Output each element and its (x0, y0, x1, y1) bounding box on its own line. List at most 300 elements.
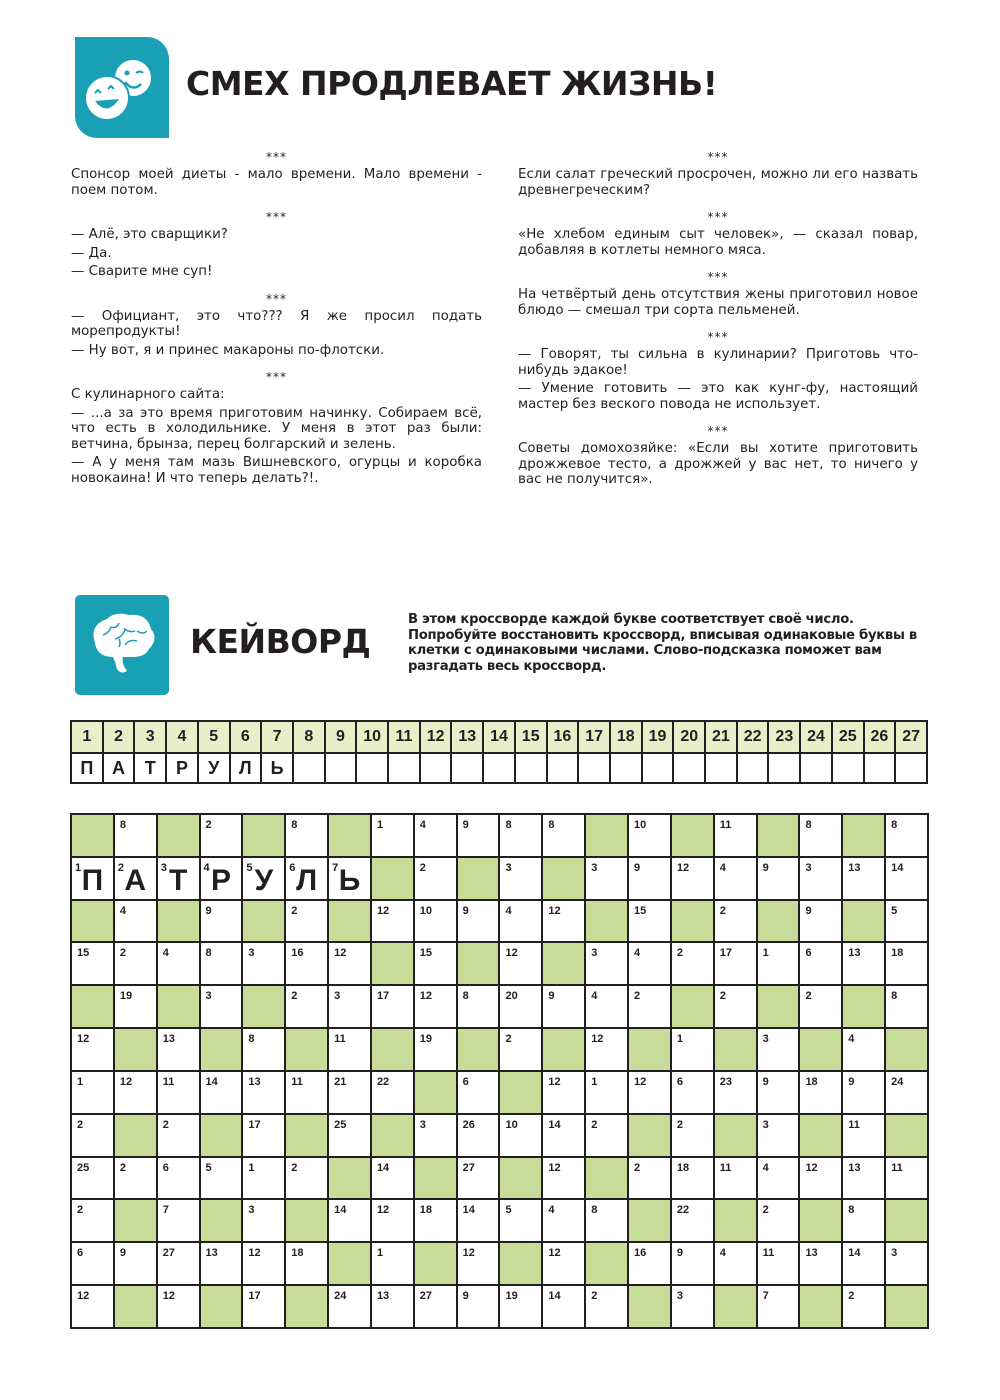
grid-cell[interactable] (329, 1072, 370, 1113)
cell-number: 10 (419, 904, 433, 917)
key-letter-cell[interactable]: У (199, 754, 229, 782)
cell-number: 12 (462, 1247, 475, 1260)
grid-cell[interactable] (329, 986, 370, 1027)
joke-line: — А у меня там мазь Вишневского, огурцы и коробка новокаина! И что теперь делать?!. (71, 455, 482, 486)
grid-cell[interactable] (500, 986, 541, 1027)
grid-cell[interactable] (329, 1286, 370, 1327)
grid-cell[interactable] (372, 1072, 413, 1113)
grid-cell[interactable] (758, 1072, 799, 1113)
grid-cell[interactable] (329, 1200, 370, 1241)
cell-number: 22 (676, 1204, 690, 1217)
cell-number: 8 (462, 990, 469, 1003)
grid-cell[interactable] (800, 986, 841, 1027)
joke (518, 150, 918, 198)
cell-number: 4 (419, 819, 426, 831)
grid-cell[interactable] (500, 1200, 541, 1241)
grid-cell[interactable] (843, 1029, 884, 1070)
keyword-section-title: КЕЙВОРД (190, 622, 371, 661)
cell-number: 9 (634, 861, 641, 874)
joke-separator: *** (266, 370, 287, 384)
cell-number: 2 (719, 990, 726, 1003)
blocked-cell (629, 1029, 670, 1070)
grid-cell[interactable] (758, 1243, 799, 1284)
cell-number: 2 (119, 1161, 126, 1174)
cell-number: 14 (891, 861, 904, 874)
key-number: 8 (294, 722, 324, 752)
key-letter-cell[interactable]: Л (231, 754, 261, 782)
grid-cell[interactable] (458, 1115, 499, 1156)
cell-number: 8 (505, 819, 512, 831)
grid-cell[interactable] (672, 1286, 713, 1327)
grid-cell[interactable] (329, 943, 370, 984)
key-letter-cell[interactable]: Ь (262, 754, 292, 782)
blocked-cell (500, 1072, 541, 1113)
grid-cell[interactable] (243, 858, 284, 899)
blocked-cell (415, 1158, 456, 1199)
grid-cell[interactable] (158, 1200, 199, 1241)
cell-number: 2 (591, 1290, 598, 1303)
grid-cell[interactable] (286, 901, 327, 942)
grid-cell[interactable] (243, 943, 284, 984)
grid-cell[interactable] (586, 1072, 627, 1113)
grid-cell[interactable] (72, 1158, 113, 1199)
keyword-instructions: В этом кроссворде каждой букве соответствует своё число. Попробуйте восстановить кроссворд, вписывая одинаковые буквы в клетки с одинаковыми числами. Слово-подсказка поможет вам разгадать весь кроссворд. (408, 612, 917, 674)
cell-number: 2 (291, 1161, 298, 1174)
blocked-cell (286, 1286, 327, 1327)
grid-cell[interactable] (629, 901, 670, 942)
cell-number: 9 (762, 861, 769, 874)
grid-cell[interactable] (758, 858, 799, 899)
grid-cell[interactable] (500, 1286, 541, 1327)
grid-cell[interactable] (72, 1029, 113, 1070)
grid-cell[interactable] (415, 901, 456, 942)
grid-cell[interactable] (843, 1072, 884, 1113)
cell-number: 4 (203, 861, 210, 874)
key-letter-cell[interactable] (611, 754, 641, 782)
grid-cell[interactable] (758, 1158, 799, 1199)
grid-cell[interactable] (543, 986, 584, 1027)
grid-cell[interactable] (629, 986, 670, 1027)
grid-cell[interactable] (243, 1158, 284, 1199)
grid-cell[interactable] (715, 986, 756, 1027)
blocked-cell (158, 986, 199, 1027)
blocked-cell (672, 901, 713, 942)
key-number: 10 (357, 722, 387, 752)
grid-cell[interactable] (629, 858, 670, 899)
key-letter-cell[interactable] (389, 754, 419, 782)
blocked-cell (329, 1158, 370, 1199)
key-number: 14 (484, 722, 514, 752)
grid-cell[interactable] (586, 858, 627, 899)
grid-cell[interactable] (286, 986, 327, 1027)
grid-cell[interactable] (758, 943, 799, 984)
grid-cell[interactable] (500, 901, 541, 942)
grid-cell[interactable] (243, 1115, 284, 1156)
key-letter-cell[interactable]: Т (135, 754, 165, 782)
grid-cell[interactable] (672, 1072, 713, 1113)
grid-cell[interactable] (758, 1286, 799, 1327)
cell-number: 1 (77, 1075, 84, 1088)
grid-cell[interactable] (672, 1243, 713, 1284)
grid-cell[interactable] (286, 815, 327, 856)
grid-cell[interactable] (158, 858, 199, 899)
grid-cell[interactable] (372, 986, 413, 1027)
grid-cell[interactable] (543, 1158, 584, 1199)
key-letter-cell[interactable] (357, 754, 387, 782)
joke (518, 210, 918, 258)
cell-number: 1 (762, 947, 769, 960)
cell-number: 12 (334, 947, 347, 960)
grid-cell[interactable] (115, 943, 156, 984)
joke-line: «Не хлебом единым сыт человек», — сказал повар, добавляя в котлеты немного мяса. (518, 227, 918, 258)
grid-cell[interactable] (158, 943, 199, 984)
grid-cell[interactable] (543, 1072, 584, 1113)
grid-cell[interactable] (672, 858, 713, 899)
grid-cell[interactable] (500, 943, 541, 984)
grid-cell[interactable] (415, 943, 456, 984)
cell-number: 12 (119, 1075, 133, 1088)
grid-cell[interactable] (115, 1072, 156, 1113)
grid-cell[interactable] (629, 1243, 670, 1284)
grid-cell[interactable] (372, 1200, 413, 1241)
grid-cell[interactable] (415, 815, 456, 856)
cell-number: 11 (291, 1075, 303, 1088)
grid-cell[interactable] (372, 901, 413, 942)
grid-cell[interactable] (415, 1200, 456, 1241)
grid-cell[interactable] (201, 1243, 242, 1284)
grid-cell[interactable] (115, 1243, 156, 1284)
cell-number: 2 (719, 904, 726, 917)
cell-number: 12 (548, 904, 561, 917)
cell-number: 2 (419, 861, 426, 874)
grid-cell[interactable] (458, 1072, 499, 1113)
grid-cell[interactable] (158, 1115, 199, 1156)
cell-number: 1 (591, 1075, 598, 1088)
grid-cell[interactable] (72, 1200, 113, 1241)
cell-number: 2 (505, 1033, 512, 1046)
key-number: 23 (769, 722, 799, 752)
key-letter-cell[interactable] (326, 754, 356, 782)
grid-cell[interactable] (586, 943, 627, 984)
cell-number: 14 (548, 1118, 561, 1131)
grid-cell[interactable] (886, 1158, 927, 1199)
grid-cell[interactable] (758, 1200, 799, 1241)
blocked-cell (886, 1286, 927, 1327)
joke-separator: *** (266, 210, 287, 224)
key-letter-cell[interactable] (769, 754, 799, 782)
grid-cell[interactable] (458, 986, 499, 1027)
cell-number: 2 (77, 1204, 84, 1217)
blocked-cell (586, 1243, 627, 1284)
cell-number: 4 (634, 947, 641, 960)
grid-cell[interactable] (158, 1029, 199, 1070)
grid-cell[interactable] (458, 901, 499, 942)
grid-cell[interactable] (629, 943, 670, 984)
blocked-cell (543, 858, 584, 899)
grid-cell[interactable] (500, 1029, 541, 1070)
key-letter-cell[interactable] (294, 754, 324, 782)
grid-cell[interactable] (158, 1072, 199, 1113)
cell-number: 9 (462, 819, 469, 831)
grid-cell[interactable] (372, 1158, 413, 1199)
blocked-cell (629, 1115, 670, 1156)
cell-number: 3 (248, 1204, 255, 1217)
grid-cell[interactable] (458, 815, 499, 856)
grid-cell[interactable] (672, 1029, 713, 1070)
grid-cell[interactable] (886, 815, 927, 856)
key-letter-cell[interactable] (865, 754, 895, 782)
grid-cell[interactable] (543, 1243, 584, 1284)
grid-cell[interactable] (286, 1072, 327, 1113)
grid-cell[interactable] (715, 858, 756, 899)
grid-cell[interactable] (672, 1115, 713, 1156)
key-letter-cell[interactable] (452, 754, 482, 782)
grid-cell[interactable] (629, 815, 670, 856)
key-letter-cell[interactable]: А (104, 754, 134, 782)
key-letter-cell[interactable] (548, 754, 578, 782)
key-number: 12 (421, 722, 451, 752)
key-number: 5 (199, 722, 229, 752)
grid-cell[interactable] (886, 901, 927, 942)
key-letter-cell[interactable] (738, 754, 768, 782)
grid-cell[interactable] (329, 1115, 370, 1156)
grid-cell[interactable] (586, 1029, 627, 1070)
grid-cell[interactable] (800, 1243, 841, 1284)
grid-cell[interactable] (586, 1115, 627, 1156)
grid-cell[interactable] (415, 986, 456, 1027)
key-letter-cell[interactable] (643, 754, 673, 782)
blocked-cell (286, 1115, 327, 1156)
grid-cell[interactable] (372, 1243, 413, 1284)
cell-number: 12 (419, 990, 433, 1003)
cell-number: 2 (676, 947, 684, 960)
grid-cell[interactable] (372, 1286, 413, 1327)
grid-cell[interactable] (715, 815, 756, 856)
grid-cell[interactable] (415, 1286, 456, 1327)
blocked-cell (629, 1200, 670, 1241)
blocked-cell (458, 943, 499, 984)
grid-cell[interactable] (543, 1200, 584, 1241)
grid-cell[interactable] (758, 1115, 799, 1156)
grid-cell[interactable] (843, 1286, 884, 1327)
grid-cell[interactable] (843, 858, 884, 899)
grid-cell[interactable] (672, 943, 713, 984)
grid-cell[interactable] (72, 1072, 113, 1113)
grid-cell[interactable] (800, 858, 841, 899)
cell-number: 13 (162, 1033, 175, 1046)
cell-number: 6 (676, 1075, 684, 1088)
cell-number: 3 (419, 1118, 426, 1131)
cell-number: 11 (848, 1118, 860, 1131)
grid-cell[interactable] (158, 1243, 199, 1284)
grid-cell[interactable] (286, 943, 327, 984)
grid-cell[interactable] (458, 1286, 499, 1327)
grid-cell[interactable] (800, 1072, 841, 1113)
grid-cell[interactable] (843, 1200, 884, 1241)
grid-cell[interactable] (715, 1243, 756, 1284)
grid-cell[interactable] (800, 943, 841, 984)
grid-cell[interactable] (415, 1115, 456, 1156)
grid-cell[interactable] (500, 1115, 541, 1156)
grid-cell[interactable] (115, 901, 156, 942)
key-letter-cell[interactable] (833, 754, 863, 782)
joke-line: — Официант, это что??? Я же просил подать морепродукты! (71, 308, 482, 339)
blocked-cell (329, 1243, 370, 1284)
grid-cell[interactable] (72, 1286, 113, 1327)
key-letter-cell[interactable] (706, 754, 736, 782)
blocked-cell (672, 986, 713, 1027)
grid-cell[interactable] (543, 1286, 584, 1327)
grid-cell[interactable] (158, 1158, 199, 1199)
grid-cell[interactable] (586, 1200, 627, 1241)
grid-cell[interactable] (243, 1029, 284, 1070)
key-letter-cell[interactable] (801, 754, 831, 782)
grid-cell[interactable] (243, 1243, 284, 1284)
jokes-left-column (71, 150, 482, 498)
grid-cell[interactable] (500, 815, 541, 856)
grid-cell[interactable] (201, 1158, 242, 1199)
blocked-cell (201, 1286, 242, 1327)
grid-cell[interactable] (243, 1072, 284, 1113)
key-letter-cell[interactable] (421, 754, 451, 782)
cell-number: 16 (291, 947, 304, 960)
cell-number: 12 (548, 1161, 561, 1174)
grid-cell[interactable] (72, 1115, 113, 1156)
key-letter-cell[interactable] (674, 754, 704, 782)
grid-cell[interactable] (629, 1158, 670, 1199)
grid-cell[interactable] (543, 815, 584, 856)
cell-number: 1 (676, 1033, 684, 1046)
key-letter-cell[interactable] (896, 754, 926, 782)
cell-number: 6 (805, 947, 812, 960)
cell-number: 13 (805, 1247, 818, 1260)
grid-cell[interactable] (886, 986, 927, 1027)
key-letter-cell[interactable] (579, 754, 609, 782)
grid-cell[interactable] (158, 1286, 199, 1327)
grid-cell[interactable] (800, 815, 841, 856)
blocked-cell (500, 1243, 541, 1284)
cell-number: 1 (376, 1247, 384, 1260)
cell-number: 12 (77, 1033, 90, 1046)
grid-cell[interactable] (672, 1200, 713, 1241)
cell-number: 13 (248, 1075, 261, 1088)
grid-cell[interactable] (672, 1158, 713, 1199)
grid-cell[interactable] (800, 901, 841, 942)
grid-cell[interactable] (543, 901, 584, 942)
grid-cell[interactable] (329, 858, 370, 899)
cell-number: 23 (719, 1075, 732, 1088)
key-number: 9 (326, 722, 356, 752)
grid-cell[interactable] (72, 943, 113, 984)
grid-cell[interactable] (415, 1029, 456, 1070)
key-letter-cell[interactable]: П (72, 754, 102, 782)
jokes-right-column (518, 150, 918, 500)
joke (71, 370, 482, 486)
key-letter-cell[interactable] (484, 754, 514, 782)
grid-cell[interactable] (286, 1158, 327, 1199)
grid-cell[interactable] (843, 1115, 884, 1156)
grid-cell[interactable] (115, 986, 156, 1027)
key-number: 22 (738, 722, 768, 752)
grid-cell[interactable] (243, 1286, 284, 1327)
cell-number: 2 (162, 1118, 169, 1131)
grid-cell[interactable] (286, 1243, 327, 1284)
grid-cell[interactable] (458, 1200, 499, 1241)
grid-cell[interactable] (458, 1158, 499, 1199)
grid-cell[interactable] (201, 986, 242, 1027)
blocked-cell (115, 1200, 156, 1241)
cell-number: 3 (805, 861, 812, 874)
grid-cell[interactable] (843, 1243, 884, 1284)
grid-cell[interactable] (715, 1158, 756, 1199)
grid-cell[interactable] (886, 943, 927, 984)
cell-number: 6 (77, 1247, 84, 1260)
grid-cell[interactable] (201, 901, 242, 942)
grid-cell[interactable] (800, 1158, 841, 1199)
cell-number: 14 (334, 1204, 347, 1217)
grid-cell[interactable] (115, 1158, 156, 1199)
blocked-cell (543, 943, 584, 984)
grid-cell[interactable] (886, 858, 927, 899)
crossword-grid (70, 813, 929, 1329)
key-letter-cell[interactable]: Р (167, 754, 197, 782)
grid-cell[interactable] (629, 1072, 670, 1113)
grid-cell[interactable] (329, 1029, 370, 1070)
cell-number: 3 (160, 861, 167, 874)
grid-cell[interactable] (115, 858, 156, 899)
cell-number: 12 (376, 1204, 390, 1217)
cell-number: 2 (119, 947, 126, 960)
grid-cell[interactable] (543, 1115, 584, 1156)
grid-cell[interactable] (72, 1243, 113, 1284)
key-number: 18 (611, 722, 641, 752)
grid-cell[interactable] (715, 943, 756, 984)
blocked-cell (500, 1158, 541, 1199)
cell-number: 13 (848, 947, 861, 960)
grid-cell[interactable] (586, 1286, 627, 1327)
grid-cell[interactable] (843, 1158, 884, 1199)
joke-line: — Да. (71, 245, 112, 261)
grid-cell[interactable] (286, 858, 327, 899)
grid-cell[interactable] (843, 943, 884, 984)
grid-cell[interactable] (886, 1072, 927, 1113)
grid-cell[interactable] (201, 1072, 242, 1113)
cell-number: 2 (762, 1204, 769, 1217)
grid-cell[interactable] (115, 815, 156, 856)
key-letter-cell[interactable] (516, 754, 546, 782)
blocked-cell (886, 1200, 927, 1241)
grid-cell[interactable] (415, 858, 456, 899)
blocked-cell (715, 1200, 756, 1241)
grid-cell[interactable] (886, 1243, 927, 1284)
grid-cell[interactable] (72, 858, 113, 899)
grid-cell[interactable] (201, 815, 242, 856)
joke (71, 292, 482, 359)
grid-cell[interactable] (372, 815, 413, 856)
key-number: 25 (833, 722, 863, 752)
grid-cell[interactable] (201, 858, 242, 899)
grid-cell[interactable] (201, 943, 242, 984)
grid-cell[interactable] (758, 1029, 799, 1070)
grid-cell[interactable] (243, 1200, 284, 1241)
cell-number: 18 (676, 1161, 690, 1174)
cell-number: 12 (548, 1075, 561, 1088)
grid-cell[interactable] (458, 1243, 499, 1284)
grid-cell[interactable] (715, 1072, 756, 1113)
grid-cell[interactable] (715, 901, 756, 942)
grid-cell[interactable] (586, 986, 627, 1027)
grid-cell[interactable] (500, 858, 541, 899)
